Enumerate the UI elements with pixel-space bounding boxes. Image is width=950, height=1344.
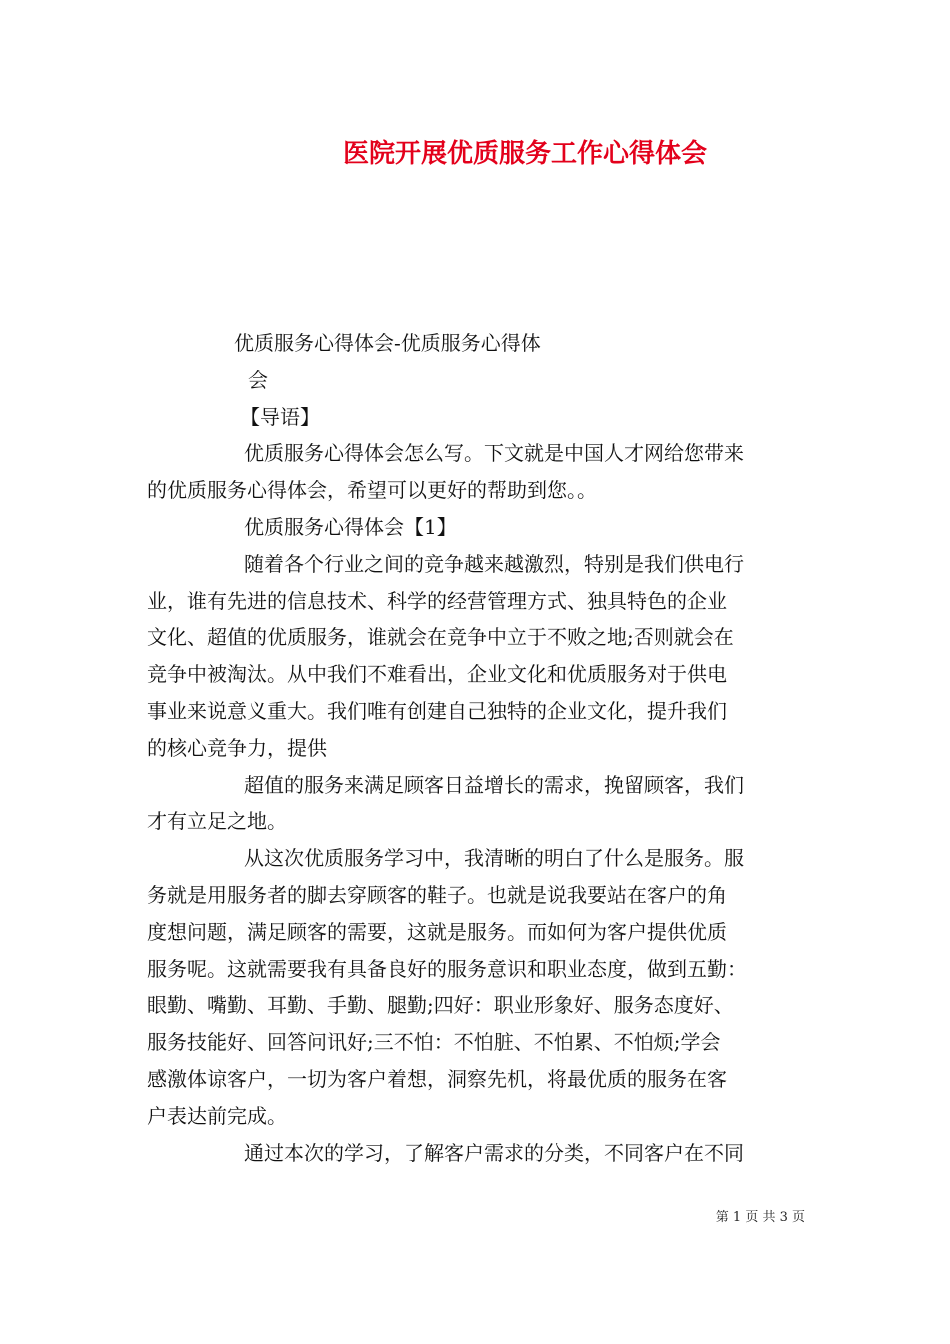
intro-line-2: 的优质服务心得体会，希望可以更好的帮助到您。。 xyxy=(147,478,597,503)
section-heading: 优质服务心得体会【1】 xyxy=(244,514,457,539)
para3-line: 务就是用服务者的脚去穿顾客的鞋子。也就是说我要站在客户的角 xyxy=(147,882,727,907)
para3-line: 服务技能好、回答问讯好;三不怕：不怕脏、不怕累、不怕烦;学会 xyxy=(147,1030,721,1055)
page-footer: 第 1 页 共 3 页 xyxy=(715,1210,805,1225)
para1-line: 竞争中被淘汰。从中我们不难看出，企业文化和优质服务对于供电 xyxy=(147,662,727,687)
para1-line: 业，谁有先进的信息技术、科学的经营管理方式、独具特色的企业 xyxy=(147,588,727,613)
lead-label: 【导语】 xyxy=(240,404,320,429)
para1-line: 文化、超值的优质服务，谁就会在竞争中立于不败之地;否则就会在 xyxy=(147,625,734,650)
document-body xyxy=(147,325,807,1171)
para3-line: 从这次优质服务学习中，我清晰的明白了什么是服务。服 xyxy=(244,846,744,871)
intro-line-1: 优质服务心得体会怎么写。下文就是中国人才网给您带来 xyxy=(244,441,744,466)
para1-line: 事业来说意义重大。我们唯有创建自己独特的企业文化，提升我们 xyxy=(147,698,727,723)
subtitle-line-2: 会 xyxy=(248,367,268,392)
para3-line: 服务呢。这就需要我有具备良好的服务意识和职业态度，做到五勤： xyxy=(147,956,747,981)
para3-line: 户表达前完成。 xyxy=(147,1103,287,1128)
para3-line: 度想问题，满足顾客的需要，这就是服务。而如何为客户提供优质 xyxy=(147,919,727,944)
para1-line: 的核心竞争力，提供 xyxy=(147,735,327,760)
para4-line: 通过本次的学习，了解客户需求的分类，不同客户在不同 xyxy=(244,1140,744,1165)
para3-line: 眼勤、嘴勤、耳勤、手勤、腿勤;四好：职业形象好、服务态度好、 xyxy=(147,993,734,1018)
subtitle-line-1: 优质服务心得体会-优质服务心得体 xyxy=(234,331,541,355)
para1-line: 随着各个行业之间的竞争越来越激烈，特别是我们供电行 xyxy=(244,551,744,576)
para2-line: 才有立足之地。 xyxy=(147,809,287,834)
para3-line: 感激体谅客户，一切为客户着想，洞察先机，将最优质的服务在客 xyxy=(147,1066,727,1091)
para2-line: 超值的服务来满足顾客日益增长的需求，挽留顾客，我们 xyxy=(244,772,744,797)
document-title: 医院开展优质服务工作心得体会 xyxy=(342,139,707,169)
